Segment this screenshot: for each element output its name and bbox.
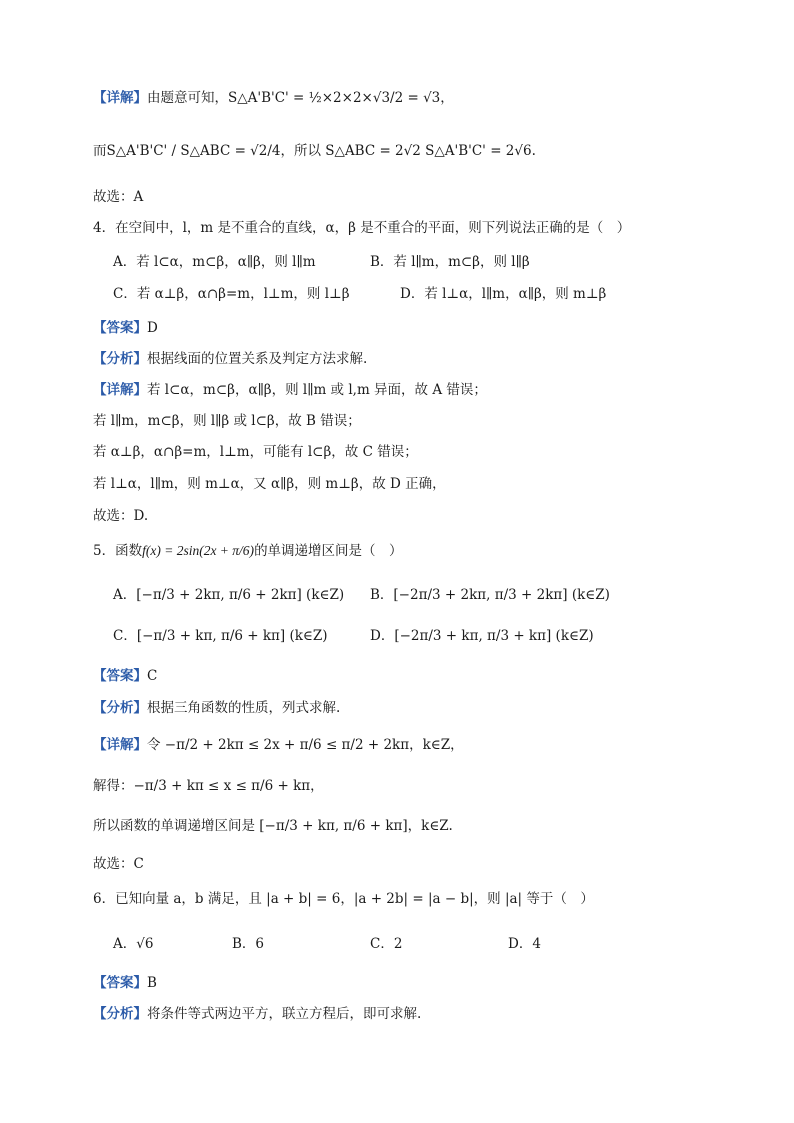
area-formula: S△A'B'C' = ½×2×2×√3/2 = √3， [228,90,454,106]
q4-detail-4: 若 l⊥α，l∥m，则 m⊥α，又 α∥β，则 m⊥β，故 D 正确， [93,476,446,492]
ratio-formula: S△A'B'C' / S△ABC = √2/4，所以 S△ABC = 2√2 S△A'B'C' = 2√6. [106,143,536,159]
q4-option-a: A．若 l⊂α，m⊂β，α∥β，则 l∥m [113,254,316,270]
q4-detail-2: 若 l∥m，m⊂β，则 l∥β 或 l⊂β，故 B 错误； [93,413,361,429]
q5-detail-2: 解得：−π/3 + kπ ≤ x ≤ π/6 + kπ， [93,778,324,794]
q5-choice: 故选：C [93,856,144,872]
q5-analysis: 【分析】根据三角函数的性质，列式求解. [93,700,341,716]
q4-detail-1: 【详解】若 l⊂α，m⊂β，α∥β，则 l∥m 或 l,m 异面，故 A 错误； [93,382,487,398]
prev-choice: 故选：A [93,189,144,205]
q6-option-c: C．2 [370,936,403,952]
q5-option-c: C．[−π/3 + kπ, π/6 + kπ] (k∈Z) [113,628,328,644]
q5-option-b: B．[−2π/3 + 2kπ, π/3 + 2kπ] (k∈Z) [370,587,610,603]
q4-option-b: B．若 l∥m，m⊂β，则 l∥β [370,254,530,270]
q5-detail-3: 所以函数的单调递增区间是 [−π/3 + kπ, π/6 + kπ]，k∈Z. [93,818,453,834]
q6-stem: 6．已知向量 a，b 满足，且 |a + b| = 6，|a + 2b| = |a − b|，则 |a| 等于（ ） [93,891,594,907]
q4-choice: 故选：D. [93,508,149,524]
q4-stem: 4．在空间中，l，m 是不重合的直线，α，β 是不重合的平面，则下列说法正确的是（ ） [93,220,631,236]
q5-option-a: A．[−π/3 + 2kπ, π/6 + 2kπ] (k∈Z) [113,587,345,603]
q6-option-b: B．6 [232,936,265,952]
q6-analysis: 【分析】将条件等式两边平方，联立方程后，即可求解. [93,1006,422,1022]
q4-option-d: D．若 l⊥α，l∥m，α∥β，则 m⊥β [400,286,607,302]
q4-analysis: 【分析】根据线面的位置关系及判定方法求解. [93,351,368,367]
q5-stem: 5．函数f(x) = 2sin(2x + π/6)的单调递增区间是（ ） [93,543,403,559]
q5-option-d: D．[−2π/3 + kπ, π/3 + kπ] (k∈Z) [370,628,594,644]
q5-answer: 【答案】C [93,668,158,684]
q4-answer: 【答案】D [93,320,158,336]
q4-option-c: C．若 α⊥β，α∩β=m，l⊥m，则 l⊥β [113,286,350,302]
prev-detail-line: 【详解】由题意可知，S△A'B'C' = ½×2×2×√3/2 = √3， [93,90,454,106]
prev-ratio-line: 而S△A'B'C' / S△ABC = √2/4，所以 S△ABC = 2√2 S△A'B'C' = 2√6. [93,143,536,159]
q6-option-a: A．√6 [113,936,154,952]
q6-option-d: D．4 [508,936,541,952]
q5-function: f(x) = 2sin(2x + π/6) [142,543,255,558]
detail-tag: 【详解】 [93,90,147,106]
q6-answer: 【答案】B [93,975,157,991]
q4-detail-3: 若 α⊥β，α∩β=m，l⊥m，可能有 l⊂β，故 C 错误； [93,444,418,460]
q5-detail-1: 【详解】令 −π/2 + 2kπ ≤ 2x + π/6 ≤ π/2 + 2kπ，k∈Z， [93,737,464,753]
